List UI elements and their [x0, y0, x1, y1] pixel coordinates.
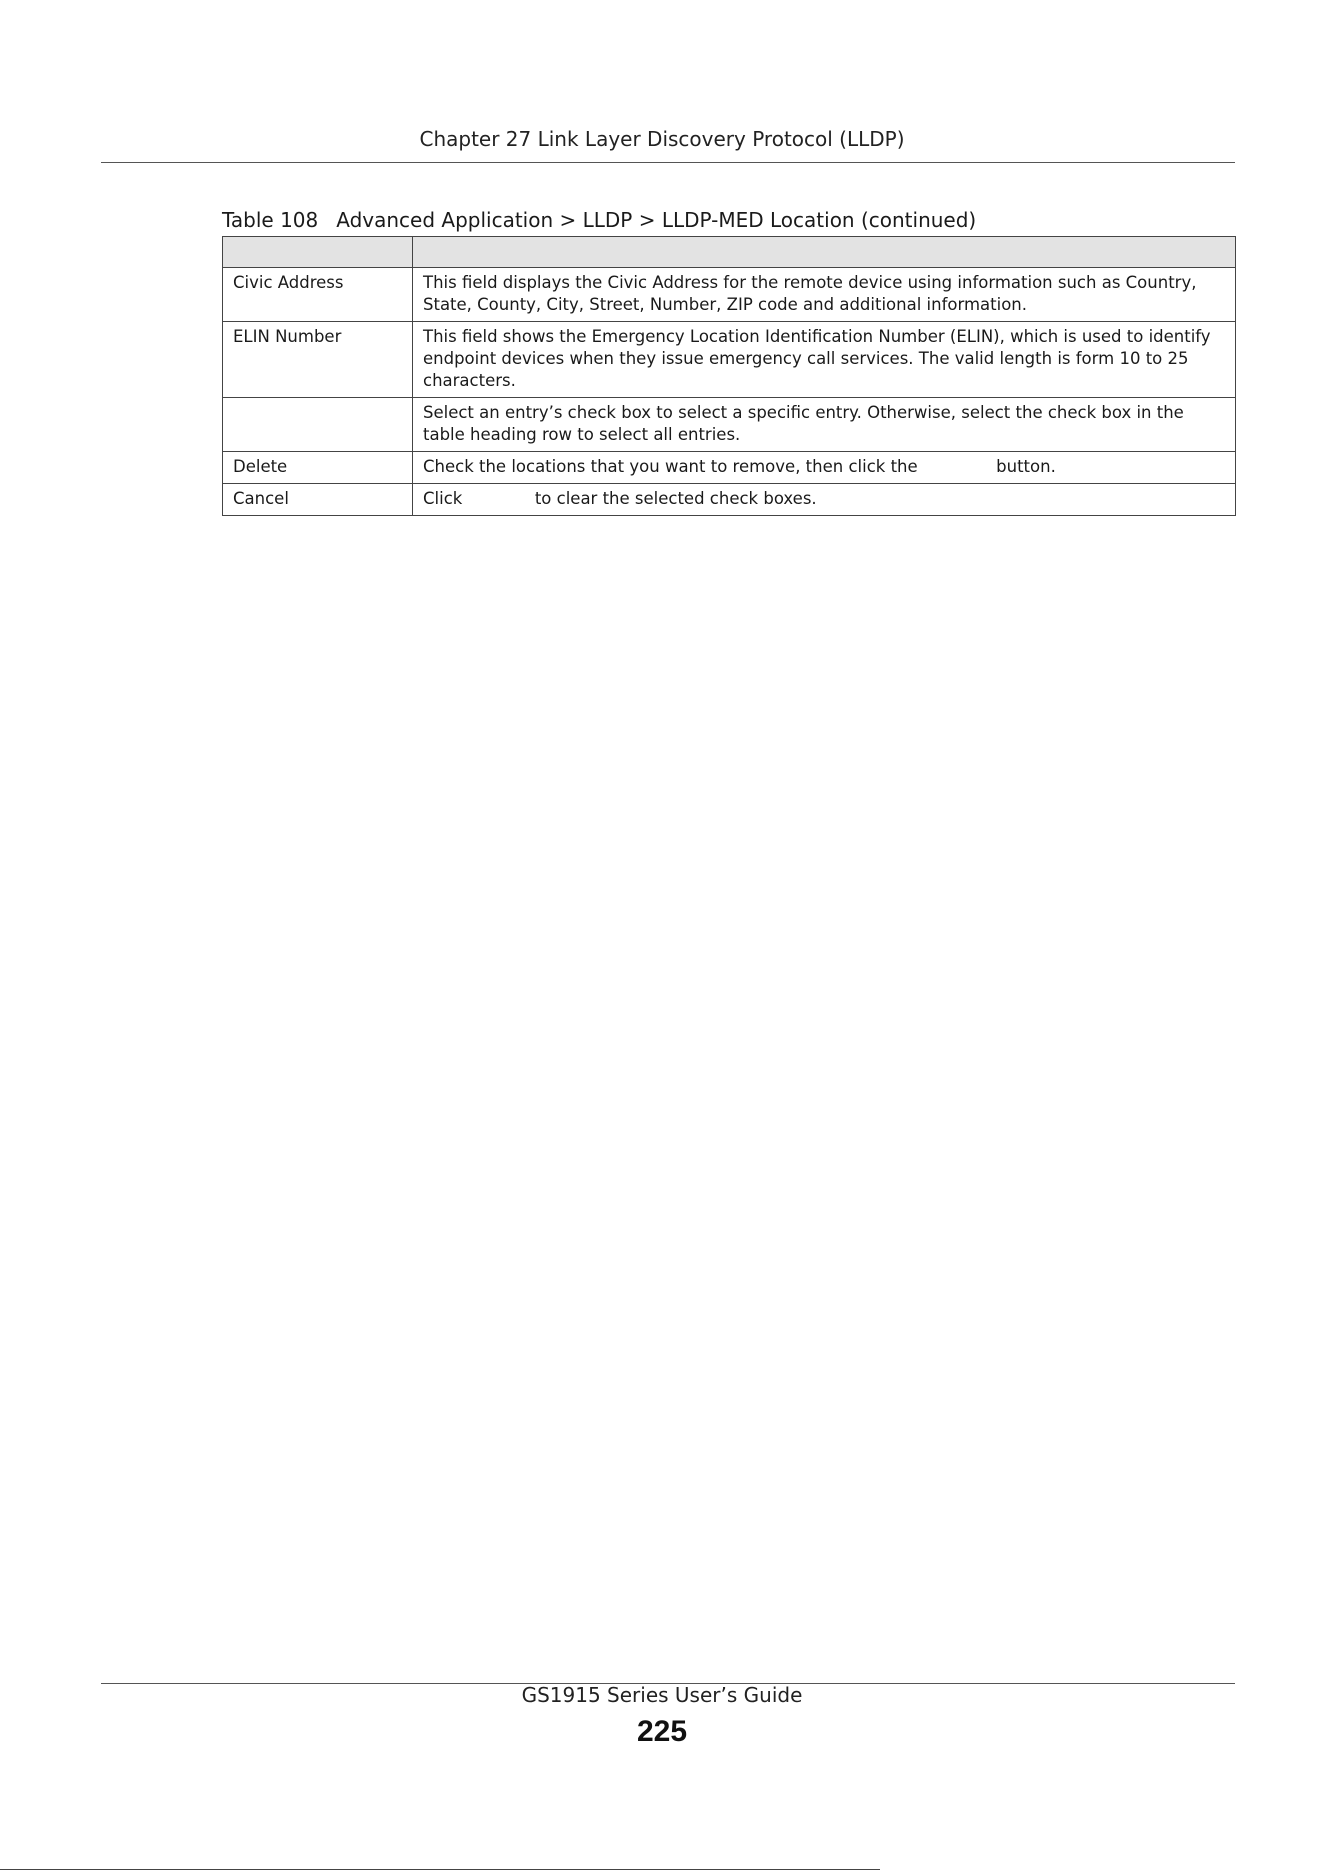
row-label — [223, 398, 413, 452]
table-title: Advanced Application > LLDP > LLDP-MED Location (continued) — [336, 208, 977, 232]
page-header: Chapter 27 Link Layer Discovery Protocol (LLDP) — [419, 127, 905, 151]
table-caption — [222, 208, 976, 232]
table-number: Table 108 — [222, 208, 319, 232]
table-row — [223, 268, 1236, 322]
row-label: Delete — [223, 452, 413, 484]
row-description: This field shows the Emergency Location Identification Number (ELIN), which is used to identify endpoint devices when they issue emergency call services. The valid length is form 10 to 25 characters. — [413, 322, 1236, 398]
row-description — [413, 484, 1236, 516]
lldp-med-location-table — [222, 236, 1236, 516]
description-text: Check the locations that you want to remove, then click the — [423, 457, 918, 476]
table-row — [223, 452, 1236, 484]
row-description: Select an entry’s check box to select a specific entry. Otherwise, select the check box in the table heading row to select all entries. — [413, 398, 1236, 452]
header-rule — [101, 162, 1235, 163]
table-header-row — [223, 237, 1236, 268]
table-row — [223, 322, 1236, 398]
table-row — [223, 484, 1236, 516]
row-label: Cancel — [223, 484, 413, 516]
footer-guide-title: GS1915 Series User’s Guide — [521, 1683, 803, 1707]
description-text: to clear the selected check boxes. — [534, 489, 817, 508]
description-text: button. — [996, 457, 1056, 476]
page-number: 225 — [636, 1715, 688, 1748]
header-label-cell — [223, 237, 413, 268]
scan-edge-line — [0, 1869, 880, 1870]
row-label: ELIN Number — [223, 322, 413, 398]
row-description: This field displays the Civic Address for the remote device using information such as Country, State, County, City, Street, Number, ZIP code and additional information. — [413, 268, 1236, 322]
table-row — [223, 398, 1236, 452]
description-text: Click — [423, 489, 463, 508]
row-description — [413, 452, 1236, 484]
header-description-cell — [413, 237, 1236, 268]
row-label: Civic Address — [223, 268, 413, 322]
